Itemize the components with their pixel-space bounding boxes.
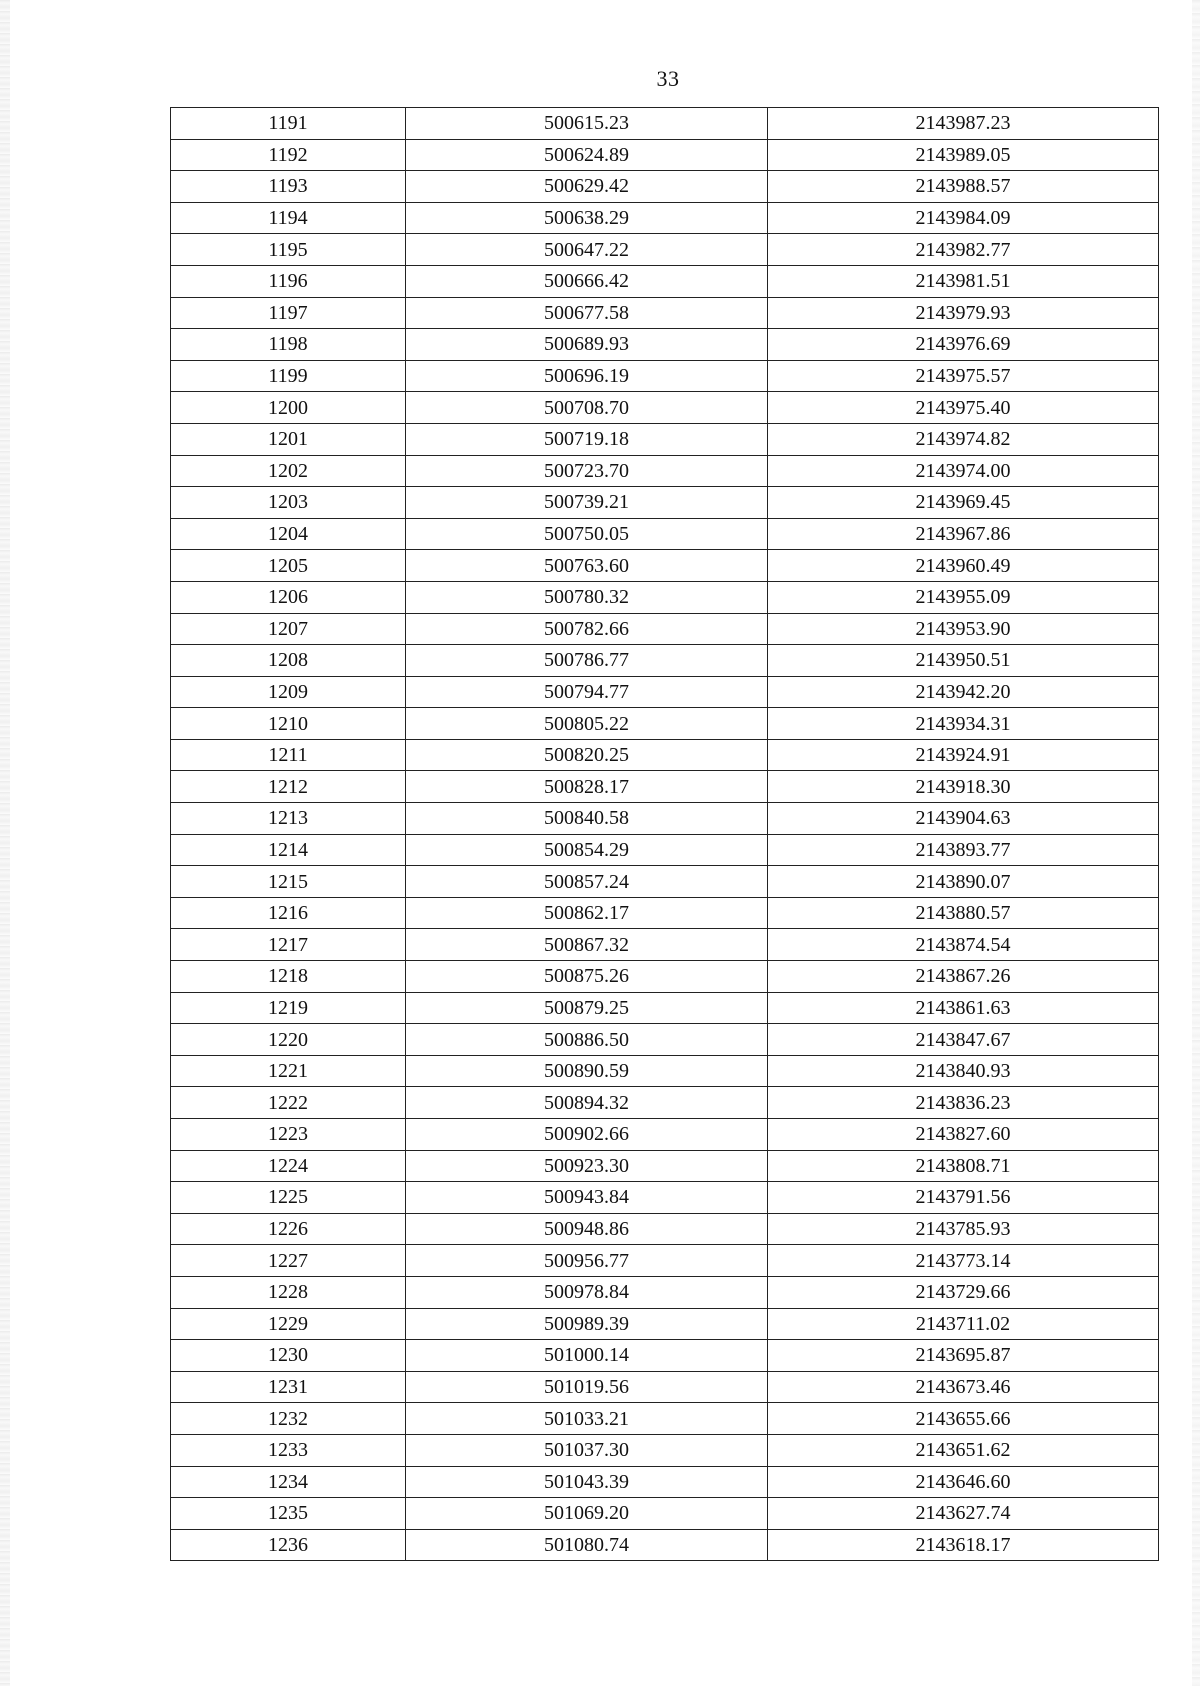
y-coordinate-cell: 2143967.86 [768, 518, 1159, 550]
point-id-cell: 1222 [171, 1087, 406, 1119]
x-coordinate-cell: 501019.56 [406, 1371, 768, 1403]
table-row [171, 487, 1159, 519]
point-id-cell: 1230 [171, 1340, 406, 1372]
point-id-cell: 1229 [171, 1308, 406, 1340]
table-row [171, 676, 1159, 708]
point-id-cell: 1216 [171, 897, 406, 929]
point-id-cell: 1220 [171, 1024, 406, 1056]
point-id-cell: 1233 [171, 1434, 406, 1466]
x-coordinate-cell: 500854.29 [406, 834, 768, 866]
table-row [171, 1055, 1159, 1087]
table-row [171, 1276, 1159, 1308]
point-id-cell: 1231 [171, 1371, 406, 1403]
y-coordinate-cell: 2143988.57 [768, 171, 1159, 203]
x-coordinate-cell: 500875.26 [406, 961, 768, 993]
coordinate-table [170, 107, 1159, 1561]
x-coordinate-cell: 500750.05 [406, 518, 768, 550]
table-row [171, 139, 1159, 171]
y-coordinate-cell: 2143773.14 [768, 1245, 1159, 1277]
point-id-cell: 1206 [171, 581, 406, 613]
x-coordinate-cell: 500923.30 [406, 1150, 768, 1182]
table-row [171, 929, 1159, 961]
y-coordinate-cell: 2143874.54 [768, 929, 1159, 961]
y-coordinate-cell: 2143673.46 [768, 1371, 1159, 1403]
y-coordinate-cell: 2143950.51 [768, 645, 1159, 677]
table-row [171, 518, 1159, 550]
x-coordinate-cell: 501037.30 [406, 1434, 768, 1466]
y-coordinate-cell: 2143627.74 [768, 1498, 1159, 1530]
x-coordinate-cell: 501033.21 [406, 1403, 768, 1435]
x-coordinate-cell: 500978.84 [406, 1276, 768, 1308]
table-row [171, 1245, 1159, 1277]
scan-edge-left [0, 0, 10, 1686]
x-coordinate-cell: 500696.19 [406, 360, 768, 392]
y-coordinate-cell: 2143975.57 [768, 360, 1159, 392]
table-row [171, 329, 1159, 361]
y-coordinate-cell: 2143791.56 [768, 1182, 1159, 1214]
x-coordinate-cell: 500956.77 [406, 1245, 768, 1277]
x-coordinate-cell: 501043.39 [406, 1466, 768, 1498]
point-id-cell: 1213 [171, 803, 406, 835]
point-id-cell: 1204 [171, 518, 406, 550]
x-coordinate-cell: 500857.24 [406, 866, 768, 898]
point-id-cell: 1201 [171, 423, 406, 455]
y-coordinate-cell: 2143987.23 [768, 108, 1159, 140]
table-row [171, 1466, 1159, 1498]
point-id-cell: 1217 [171, 929, 406, 961]
point-id-cell: 1211 [171, 739, 406, 771]
x-coordinate-cell: 500677.58 [406, 297, 768, 329]
scan-edge-right [1192, 0, 1200, 1686]
point-id-cell: 1232 [171, 1403, 406, 1435]
point-id-cell: 1218 [171, 961, 406, 993]
x-coordinate-cell: 500805.22 [406, 708, 768, 740]
x-coordinate-cell: 500666.42 [406, 265, 768, 297]
point-id-cell: 1227 [171, 1245, 406, 1277]
y-coordinate-cell: 2143974.00 [768, 455, 1159, 487]
table-row [171, 550, 1159, 582]
x-coordinate-cell: 501000.14 [406, 1340, 768, 1372]
point-id-cell: 1234 [171, 1466, 406, 1498]
table-row [171, 1024, 1159, 1056]
table-row [171, 897, 1159, 929]
x-coordinate-cell: 500739.21 [406, 487, 768, 519]
point-id-cell: 1198 [171, 329, 406, 361]
table-row [171, 455, 1159, 487]
point-id-cell: 1210 [171, 708, 406, 740]
point-id-cell: 1226 [171, 1213, 406, 1245]
table-row [171, 1119, 1159, 1151]
table-row [171, 265, 1159, 297]
y-coordinate-cell: 2143867.26 [768, 961, 1159, 993]
y-coordinate-cell: 2143976.69 [768, 329, 1159, 361]
x-coordinate-cell: 500894.32 [406, 1087, 768, 1119]
point-id-cell: 1199 [171, 360, 406, 392]
coordinate-table-body [171, 108, 1159, 1561]
x-coordinate-cell: 500943.84 [406, 1182, 768, 1214]
y-coordinate-cell: 2143808.71 [768, 1150, 1159, 1182]
table-row [171, 1498, 1159, 1530]
table-row [171, 803, 1159, 835]
point-id-cell: 1223 [171, 1119, 406, 1151]
x-coordinate-cell: 500763.60 [406, 550, 768, 582]
x-coordinate-cell: 500886.50 [406, 1024, 768, 1056]
table-row [171, 1371, 1159, 1403]
x-coordinate-cell: 501080.74 [406, 1529, 768, 1561]
coordinate-table-container [170, 107, 1158, 1561]
y-coordinate-cell: 2143880.57 [768, 897, 1159, 929]
point-id-cell: 1221 [171, 1055, 406, 1087]
point-id-cell: 1191 [171, 108, 406, 140]
y-coordinate-cell: 2143924.91 [768, 739, 1159, 771]
point-id-cell: 1212 [171, 771, 406, 803]
table-row [171, 1308, 1159, 1340]
table-row [171, 834, 1159, 866]
x-coordinate-cell: 500689.93 [406, 329, 768, 361]
x-coordinate-cell: 500989.39 [406, 1308, 768, 1340]
point-id-cell: 1202 [171, 455, 406, 487]
x-coordinate-cell: 500780.32 [406, 581, 768, 613]
table-row [171, 297, 1159, 329]
point-id-cell: 1235 [171, 1498, 406, 1530]
y-coordinate-cell: 2143646.60 [768, 1466, 1159, 1498]
x-coordinate-cell: 500615.23 [406, 108, 768, 140]
point-id-cell: 1207 [171, 613, 406, 645]
y-coordinate-cell: 2143695.87 [768, 1340, 1159, 1372]
x-coordinate-cell: 500867.32 [406, 929, 768, 961]
table-row [171, 739, 1159, 771]
point-id-cell: 1193 [171, 171, 406, 203]
table-row [171, 202, 1159, 234]
table-row [171, 1403, 1159, 1435]
y-coordinate-cell: 2143984.09 [768, 202, 1159, 234]
table-row [171, 360, 1159, 392]
point-id-cell: 1194 [171, 202, 406, 234]
x-coordinate-cell: 500840.58 [406, 803, 768, 835]
point-id-cell: 1203 [171, 487, 406, 519]
table-row [171, 423, 1159, 455]
y-coordinate-cell: 2143729.66 [768, 1276, 1159, 1308]
y-coordinate-cell: 2143918.30 [768, 771, 1159, 803]
y-coordinate-cell: 2143969.45 [768, 487, 1159, 519]
x-coordinate-cell: 500862.17 [406, 897, 768, 929]
y-coordinate-cell: 2143982.77 [768, 234, 1159, 266]
point-id-cell: 1209 [171, 676, 406, 708]
table-row [171, 1529, 1159, 1561]
x-coordinate-cell: 500624.89 [406, 139, 768, 171]
table-row [171, 171, 1159, 203]
table-row [171, 108, 1159, 140]
y-coordinate-cell: 2143618.17 [768, 1529, 1159, 1561]
y-coordinate-cell: 2143953.90 [768, 613, 1159, 645]
table-row [171, 645, 1159, 677]
x-coordinate-cell: 500782.66 [406, 613, 768, 645]
table-row [171, 1213, 1159, 1245]
y-coordinate-cell: 2143979.93 [768, 297, 1159, 329]
y-coordinate-cell: 2143955.09 [768, 581, 1159, 613]
y-coordinate-cell: 2143861.63 [768, 992, 1159, 1024]
x-coordinate-cell: 500902.66 [406, 1119, 768, 1151]
y-coordinate-cell: 2143785.93 [768, 1213, 1159, 1245]
table-row [171, 961, 1159, 993]
y-coordinate-cell: 2143836.23 [768, 1087, 1159, 1119]
table-row [171, 1150, 1159, 1182]
x-coordinate-cell: 500948.86 [406, 1213, 768, 1245]
point-id-cell: 1205 [171, 550, 406, 582]
y-coordinate-cell: 2143934.31 [768, 708, 1159, 740]
table-row [171, 1434, 1159, 1466]
y-coordinate-cell: 2143960.49 [768, 550, 1159, 582]
x-coordinate-cell: 500786.77 [406, 645, 768, 677]
point-id-cell: 1236 [171, 1529, 406, 1561]
point-id-cell: 1208 [171, 645, 406, 677]
y-coordinate-cell: 2143655.66 [768, 1403, 1159, 1435]
x-coordinate-cell: 500820.25 [406, 739, 768, 771]
point-id-cell: 1214 [171, 834, 406, 866]
y-coordinate-cell: 2143651.62 [768, 1434, 1159, 1466]
table-row [171, 708, 1159, 740]
table-row [171, 1340, 1159, 1372]
y-coordinate-cell: 2143975.40 [768, 392, 1159, 424]
y-coordinate-cell: 2143981.51 [768, 265, 1159, 297]
point-id-cell: 1215 [171, 866, 406, 898]
y-coordinate-cell: 2143893.77 [768, 834, 1159, 866]
y-coordinate-cell: 2143989.05 [768, 139, 1159, 171]
x-coordinate-cell: 500638.29 [406, 202, 768, 234]
y-coordinate-cell: 2143904.63 [768, 803, 1159, 835]
point-id-cell: 1224 [171, 1150, 406, 1182]
x-coordinate-cell: 500828.17 [406, 771, 768, 803]
page-number: 33 [656, 66, 680, 91]
x-coordinate-cell: 500629.42 [406, 171, 768, 203]
x-coordinate-cell: 500879.25 [406, 992, 768, 1024]
y-coordinate-cell: 2143847.67 [768, 1024, 1159, 1056]
table-row [171, 581, 1159, 613]
x-coordinate-cell: 500708.70 [406, 392, 768, 424]
point-id-cell: 1225 [171, 1182, 406, 1214]
x-coordinate-cell: 500890.59 [406, 1055, 768, 1087]
point-id-cell: 1196 [171, 265, 406, 297]
point-id-cell: 1200 [171, 392, 406, 424]
point-id-cell: 1228 [171, 1276, 406, 1308]
x-coordinate-cell: 500647.22 [406, 234, 768, 266]
table-row [171, 771, 1159, 803]
point-id-cell: 1197 [171, 297, 406, 329]
table-row [171, 1087, 1159, 1119]
y-coordinate-cell: 2143890.07 [768, 866, 1159, 898]
y-coordinate-cell: 2143840.93 [768, 1055, 1159, 1087]
y-coordinate-cell: 2143711.02 [768, 1308, 1159, 1340]
table-row [171, 1182, 1159, 1214]
point-id-cell: 1192 [171, 139, 406, 171]
y-coordinate-cell: 2143827.60 [768, 1119, 1159, 1151]
point-id-cell: 1195 [171, 234, 406, 266]
point-id-cell: 1219 [171, 992, 406, 1024]
x-coordinate-cell: 500723.70 [406, 455, 768, 487]
table-row [171, 234, 1159, 266]
table-row [171, 992, 1159, 1024]
table-row [171, 866, 1159, 898]
table-row [171, 392, 1159, 424]
x-coordinate-cell: 500794.77 [406, 676, 768, 708]
table-row [171, 613, 1159, 645]
y-coordinate-cell: 2143974.82 [768, 423, 1159, 455]
x-coordinate-cell: 501069.20 [406, 1498, 768, 1530]
x-coordinate-cell: 500719.18 [406, 423, 768, 455]
y-coordinate-cell: 2143942.20 [768, 676, 1159, 708]
